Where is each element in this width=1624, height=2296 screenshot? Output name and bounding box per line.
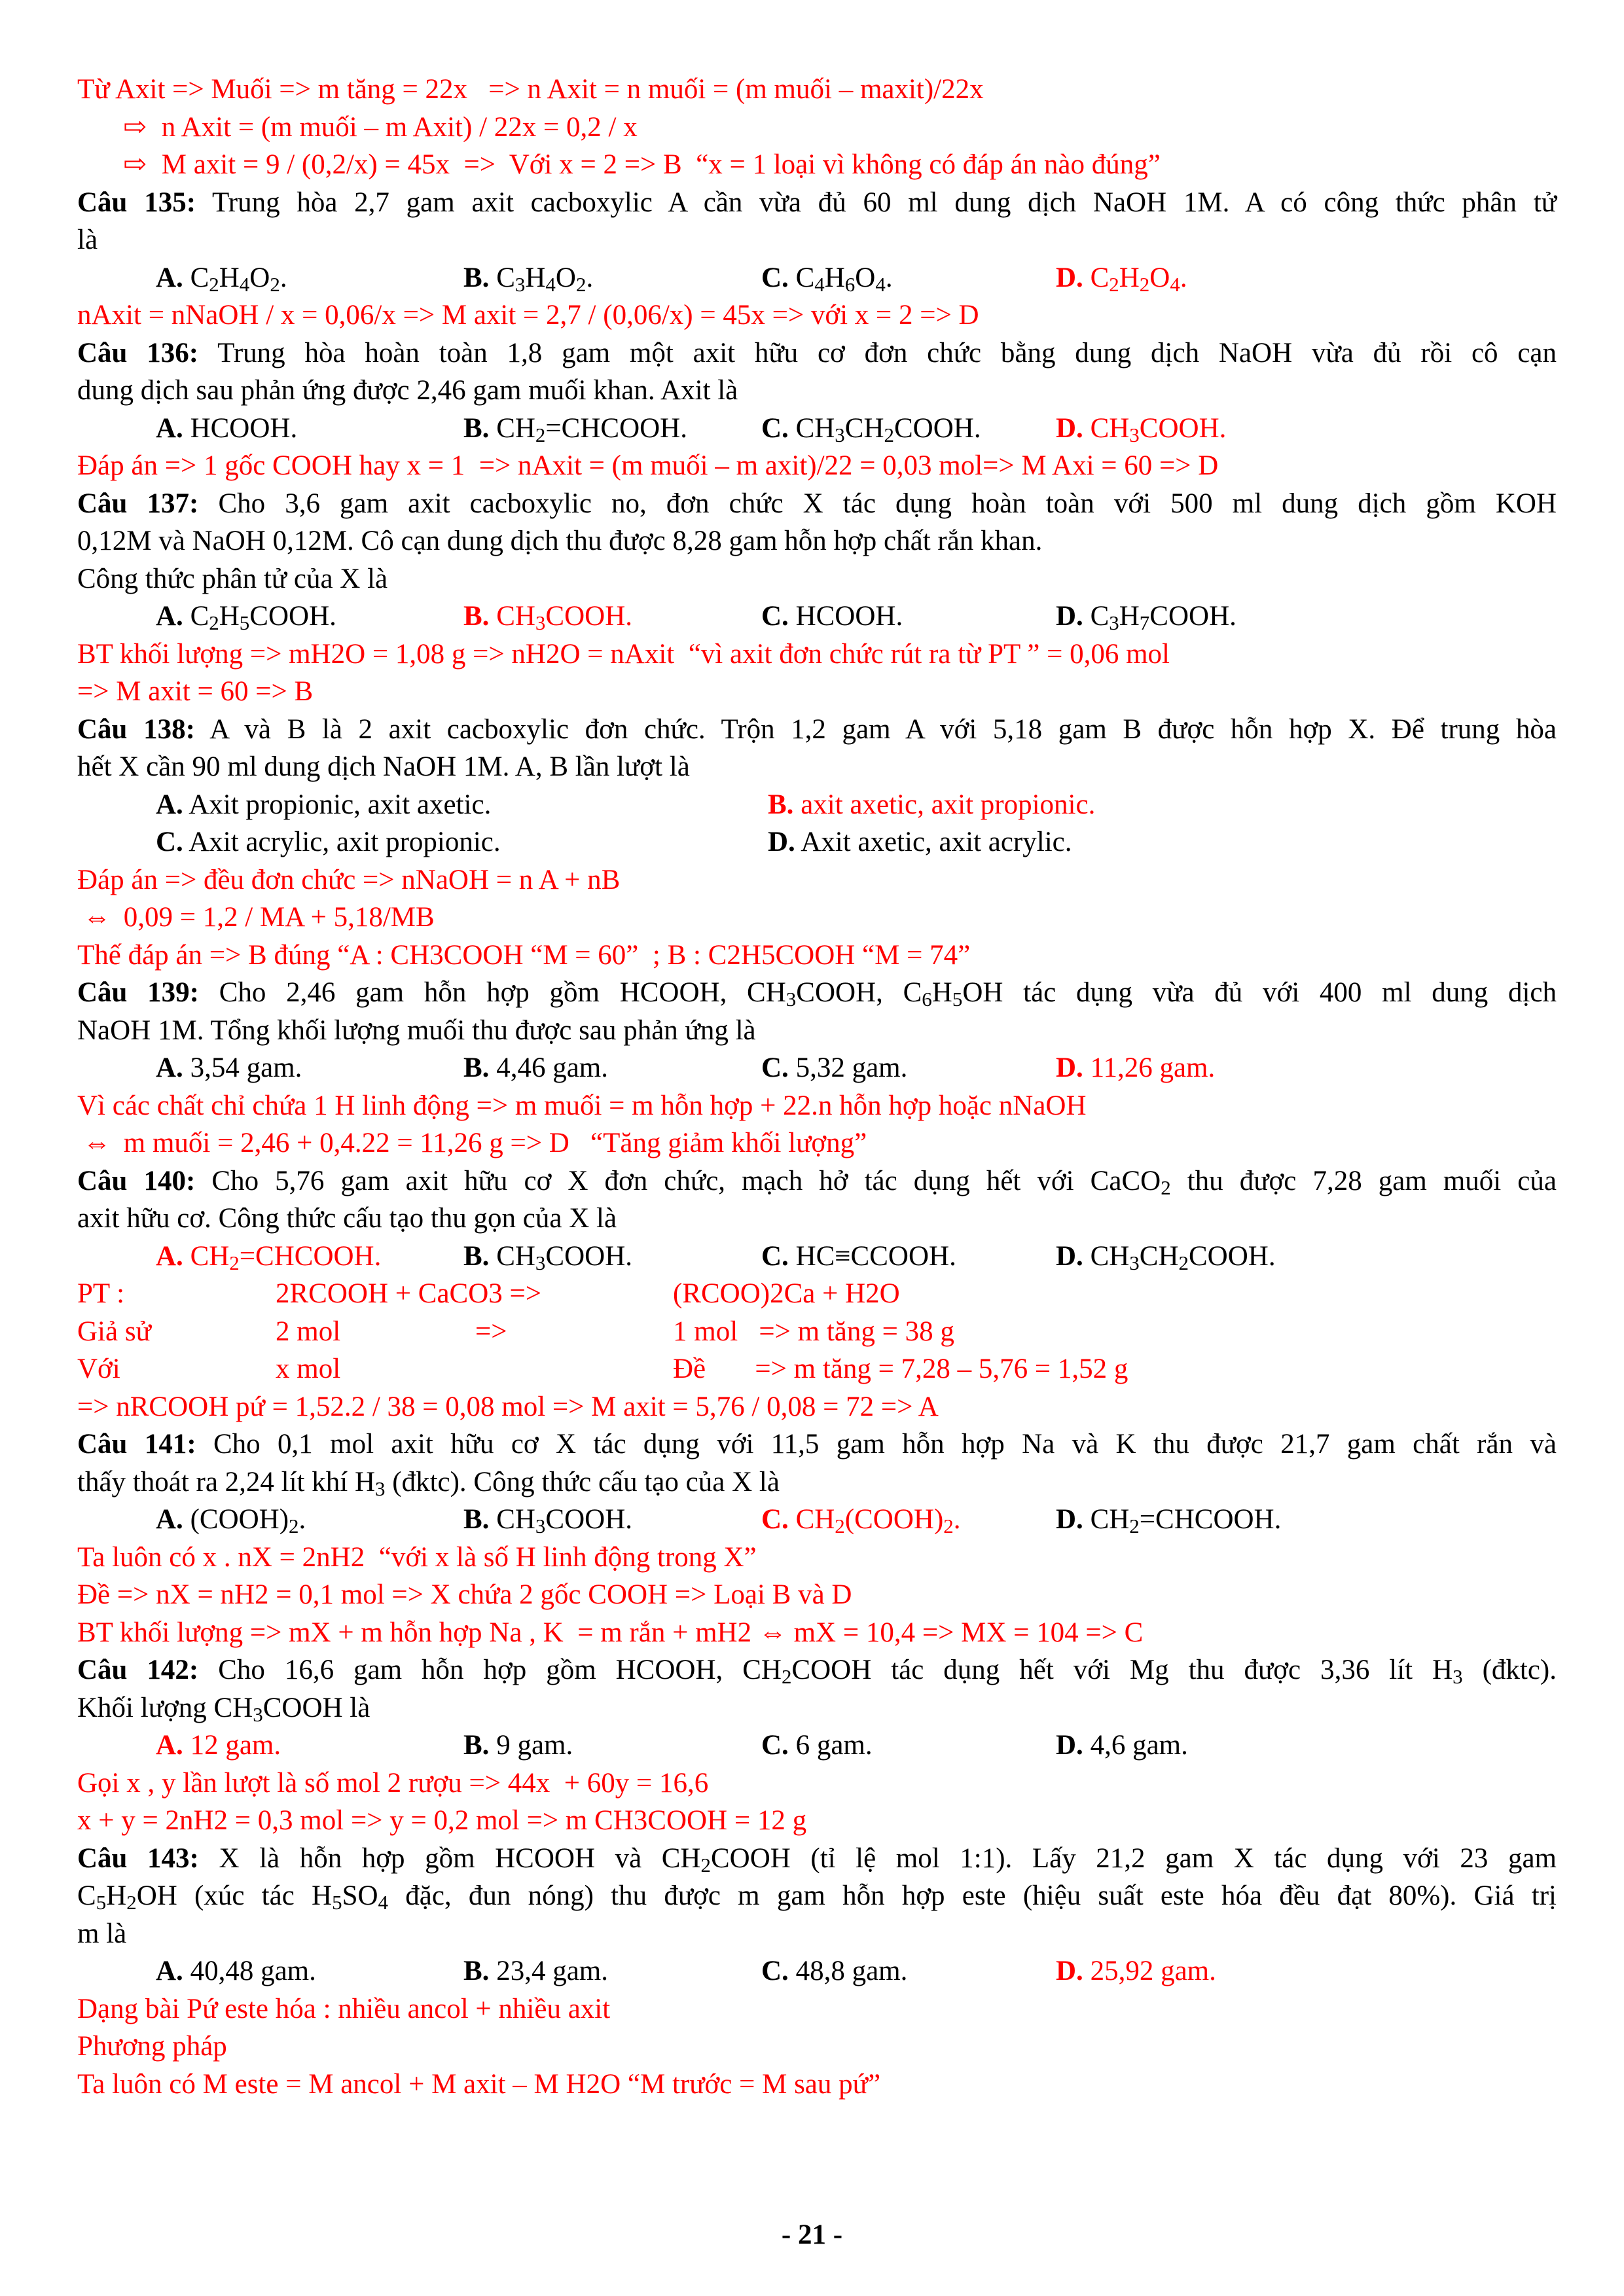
- option-a: A. $C_2H_5COOH$.: [156, 601, 336, 634]
- options-137: [77, 598, 1557, 636]
- question-136: Câu 136: Trung hòa hoàn toàn 1,8 gam một axit hữu cơ đơn chức bằng dung dịch NaOH vừa đủ rồi cô cạn: [77, 337, 1557, 368]
- solution-line: Ta luôn có x . nX = 2nH2 “với x là số H linh động trong X”: [77, 1541, 757, 1573]
- option-a: A. $CH_2=CHCOOH$.: [156, 1240, 382, 1274]
- option-a: A. Axit propionic, axit axetic.: [156, 789, 492, 820]
- question-135: Câu 135: Trung hòa 2,7 gam axit cacboxylic A cần vừa đủ 60 ml dung dịch NaOH 1M. A có công thức phân tử: [77, 187, 1557, 218]
- options-136: [77, 410, 1557, 448]
- solution-line: Dạng bài Pứ este hóa : nhiều ancol + nhiều axit: [77, 1993, 611, 2024]
- solution-line: ⇨ n Axit = (m muối – m Axit) / 22x = 0,2 / x: [77, 109, 1557, 147]
- question-141: Câu 141: Cho 0,1 mol axit hữu cơ X tác dụng với 11,5 gam hỗn hợp Na và K thu được 21,7 gam chất rắn và: [77, 1429, 1557, 1460]
- option-c: C. $CH_3CH_2COOH$.: [761, 412, 981, 446]
- option-b: B. $C_3H_4O_2$.: [463, 262, 594, 296]
- solution-line: ⇨ M axit = 9 / (0,2/x) = 45x => Với x = 2 => B “x = 1 loại vì không có đáp án nào đúng”: [77, 146, 1557, 184]
- question-text: thấy thoát ra 2,24 lít khí $H_3$ (đktc). Công thức cấu tạo của X là: [77, 1466, 780, 1500]
- option-c: C. $CH_2(COOH)_2$.: [761, 1504, 961, 1537]
- question-text: 0,12M và NaOH 0,12M. Cô cạn dung dịch thu được 8,28 gam hỗn hợp chất rắn khan.: [77, 526, 1043, 556]
- equivalent-arrow-icon: ⇔: [82, 902, 111, 933]
- question-text: m là: [77, 1918, 127, 1949]
- option-b: B. $CH_3COOH$.: [463, 1504, 632, 1537]
- option-b: B. $CH_3COOH$.: [463, 601, 632, 634]
- solution-line: Từ Axit => Muối => m tăng = 22x => n Axit = n muối = (m muối – maxit)/22x: [77, 74, 984, 105]
- question-text: hết X cần 90 ml dung dịch NaOH 1M. A, B lần lượt là: [77, 751, 690, 782]
- solution-line: Ta luôn có M este = M ancol + M axit – M H2O “M trước = M sau pứ”: [77, 2068, 881, 2100]
- solution-line: Đáp án => 1 gốc COOH hay x = 1 => nAxit = (m muối – m axit)/22 = 0,03 mol=> M Axi = 60 => D: [77, 450, 1219, 481]
- option-b: B. 9 gam.: [463, 1730, 573, 1761]
- solution-line: nAxit = nNaOH / x = 0,06/x => M axit = 2,7 / (0,06/x) = 45x => với x = 2 => D: [77, 300, 979, 331]
- question-139: Câu 139: Cho 2,46 gam hỗn hợp gồm HCOOH, $CH_3COOH$, $C_6H_5OH$ tác dụng vừa đủ với 400 ml dung dịch: [77, 977, 1557, 1011]
- reaction-table-row: Giả sử 2 mol => 1 mol => m tăng = 38 g: [77, 1316, 954, 1347]
- question-137: Câu 137: Cho 3,6 gam axit cacboxylic no, đơn chức X tác dụng hoàn toàn với 500 ml dung dịch gồm KOH: [77, 488, 1557, 519]
- option-a: A. HCOOH.: [156, 412, 298, 444]
- option-a: A. 40,48 gam.: [156, 1956, 316, 1986]
- arrow-right-icon: ⇨: [122, 111, 147, 143]
- equivalent-arrow-icon: ⇔: [758, 1617, 787, 1648]
- option-b: B. 23,4 gam.: [463, 1956, 608, 1986]
- option-d: D. 4,6 gam.: [1056, 1730, 1188, 1761]
- option-c: C. Axit acrylic, axit propionic.: [156, 827, 501, 857]
- options-138-row1: [77, 786, 1557, 824]
- solution-line: => nRCOOH pứ = 1,52.2 / 38 = 0,08 mol => M axit = 5,76 / 0,08 = 72 => A: [77, 1391, 939, 1422]
- option-a: A. 12 gam.: [156, 1730, 281, 1761]
- reaction-table-row: PT : 2RCOOH + CaCO3 => (RCOO)2Ca + H2O: [77, 1278, 900, 1309]
- options-140: [77, 1238, 1557, 1276]
- option-a: A. $(COOH)_2$.: [156, 1504, 306, 1537]
- reaction-table-row: Với x mol Đề => m tăng = 7,28 – 5,76 = 1,52 g: [77, 1354, 1128, 1384]
- solution-line: Vì các chất chỉ chứa 1 H linh động => m muối = m hỗn hợp + 22.n hỗn hợp hoặc nNaOH: [77, 1090, 1087, 1121]
- solution-line: ⇔ m muối = 2,46 + 0,4.22 = 11,26 g => D “Tăng giảm khối lượng”: [77, 1124, 1557, 1162]
- option-a: A. $C_2H_4O_2$.: [156, 262, 287, 296]
- option-c: C. 5,32 gam.: [761, 1052, 908, 1083]
- options-138-row2: [77, 823, 1557, 861]
- solution-line: Gọi x , y lần lượt là số mol 2 rượu => 44x + 60y = 16,6: [77, 1767, 709, 1799]
- question-text: dung dịch sau phản ứng được 2,46 gam muối khan. Axit là: [77, 375, 738, 406]
- options-141: [77, 1501, 1557, 1539]
- option-d: D. Axit axetic, axit acrylic.: [768, 827, 1072, 857]
- question-text: NaOH 1M. Tổng khối lượng muối thu được sau phản ứng là: [77, 1014, 756, 1046]
- document-page: [77, 71, 1557, 2103]
- option-b: B. 4,46 gam.: [463, 1052, 608, 1083]
- question-text: Khối lượng $CH_3COOH$ là: [77, 1692, 370, 1726]
- solution-line: BT khối lượng => mX + m hỗn hợp Na , K = m rắn + mH2 ⇔ mX = 10,4 => MX = 104 => C: [77, 1617, 1144, 1648]
- question-text: là: [77, 224, 98, 255]
- option-d: D. 25,92 gam.: [1056, 1956, 1216, 1986]
- option-b: B. $CH_2=CHCOOH$.: [463, 412, 687, 446]
- option-c: C. HC≡CCOOH.: [761, 1240, 956, 1272]
- equivalent-arrow-icon: ⇔: [82, 1128, 111, 1158]
- solution-line: Đáp án => đều đơn chức => nNaOH = n A + nB: [77, 864, 621, 895]
- question-text: Công thức phân tử của X là: [77, 563, 388, 594]
- option-b: B. $CH_3COOH$.: [463, 1240, 632, 1274]
- option-c: C. HCOOH.: [761, 601, 903, 632]
- solution-line: x + y = 2nH2 = 0,3 mol => y = 0,2 mol => m CH3COOH = 12 g: [77, 1805, 807, 1836]
- solution-line: => M axit = 60 => B: [77, 676, 314, 707]
- question-text: axit hữu cơ. Công thức cấu tạo thu gọn của X là: [77, 1203, 617, 1234]
- option-d: D. $C_3H_7COOH$.: [1056, 601, 1236, 634]
- question-142: Câu 142: Cho 16,6 gam hỗn hợp gồm HCOOH, $CH_2COOH$ tác dụng hết với Mg thu được 3,36 lít $H_3$ (đktc).: [77, 1655, 1557, 1688]
- solution-line: Phương pháp: [77, 2031, 227, 2062]
- solution-line: BT khối lượng => mH2O = 1,08 g => nH2O = nAxit “vì axit đơn chức rút ra từ PT ” = 0,06 mol: [77, 638, 1170, 670]
- option-d: D. $CH_2=CHCOOH$.: [1056, 1504, 1282, 1537]
- option-d: D. 11,26 gam.: [1056, 1052, 1216, 1083]
- option-b: B. axit axetic, axit propionic.: [768, 789, 1096, 820]
- solution-line: ⇔ 0,09 = 1,2 / MA + 5,18/MB: [77, 899, 1557, 937]
- options-142: [77, 1727, 1557, 1765]
- arrow-right-icon: ⇨: [122, 149, 147, 180]
- options-143: [77, 1952, 1557, 1990]
- option-d: D. $CH_3CH_2COOH$.: [1056, 1240, 1276, 1274]
- option-c: C. 48,8 gam.: [761, 1956, 908, 1986]
- option-c: C. 6 gam.: [761, 1730, 873, 1761]
- question-138: Câu 138: A và B là 2 axit cacboxylic đơn chức. Trộn 1,2 gam A với 5,18 gam B được hỗn hợp X. Để trung hòa: [77, 713, 1557, 745]
- solution-line: Đề => nX = nH2 = 0,1 mol => X chứa 2 gốc COOH => Loại B và D: [77, 1579, 852, 1610]
- option-d: D. $C_2H_2O_4$.: [1056, 262, 1187, 296]
- option-a: A. 3,54 gam.: [156, 1052, 302, 1083]
- question-text: $C_5H_2OH$ (xúc tác $H_5SO_4$ đặc, đun nóng) thu được m gam hỗn hợp este (hiệu suất este hóa đều đạt 80%). Giá trị: [77, 1880, 1557, 1914]
- option-d: D. $CH_3COOH$.: [1056, 412, 1227, 446]
- page-number: - 21 -: [781, 2219, 843, 2250]
- option-c: C. $C_4H_6O_4$.: [761, 262, 893, 296]
- options-139: [77, 1049, 1557, 1087]
- question-143: Câu 143: X là hỗn hợp gồm HCOOH và $CH_2COOH$ (tỉ lệ mol 1:1). Lấy 21,2 gam X tác dụng với 23 gam: [77, 1842, 1557, 1876]
- solution-line: Thế đáp án => B đúng “A : CH3COOH “M = 60” ; B : C2H5COOH “M = 74”: [77, 939, 971, 971]
- question-140: Câu 140: Cho 5,76 gam axit hữu cơ X đơn chức, mạch hở tác dụng hết với CaCO$_2$ thu được 7,28 gam muối của: [77, 1165, 1557, 1199]
- options-135: [77, 259, 1557, 297]
